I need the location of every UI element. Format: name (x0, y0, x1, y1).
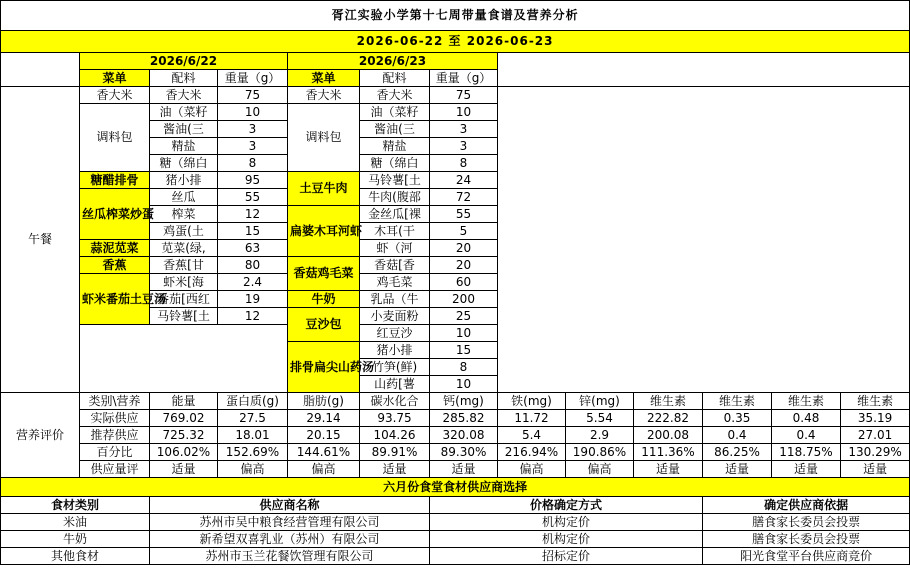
nutrition-row-label: 推荐供应 (80, 427, 150, 444)
supplier-cell: 阳光食堂平台供应商竞价 (703, 548, 910, 565)
ingredient-name: 鸡毛菜 (360, 274, 430, 291)
ingredient-name: 乳品（牛 (360, 291, 430, 308)
nutrition-value: 29.14 (288, 410, 360, 427)
dish-name: 排骨扁尖山药汤 (288, 342, 360, 393)
supplier-col-header: 食材类别 (1, 497, 150, 514)
ingredient-name: 猪小排 (360, 342, 430, 359)
col-dish: 菜单 (80, 70, 150, 87)
nutrition-value: 适量 (634, 461, 703, 478)
ingredient-weight: 3 (430, 138, 498, 155)
nutrition-value: 111.36% (634, 444, 703, 461)
nutrition-value: 适量 (703, 461, 772, 478)
dish-name: 香大米 (80, 87, 150, 104)
dish-name: 虾米番茄土豆汤 (80, 274, 150, 325)
ingredient-weight: 95 (218, 172, 288, 189)
col-weight: 重量（g） (218, 70, 288, 87)
nutrition-value: 106.02% (150, 444, 218, 461)
ingredient-name: 香大米 (150, 87, 218, 104)
date-range: 2026-06-22 至 2026-06-23 (1, 31, 910, 53)
nutrition-value: 27.5 (218, 410, 288, 427)
ingredient-name: 精盐 (150, 138, 218, 155)
ingredient-weight: 15 (218, 223, 288, 240)
ingredient-weight: 72 (430, 189, 498, 206)
ingredient-weight: 10 (430, 376, 498, 393)
ingredient-weight: 60 (430, 274, 498, 291)
ingredient-name: 虾米[海 (150, 274, 218, 291)
nutrient-header: 维生素 (634, 393, 703, 410)
supplier-cell: 苏州市玉兰花餐饮管理有限公司 (150, 548, 430, 565)
nutrition-value: 89.91% (360, 444, 430, 461)
nutrition-value: 0.4 (703, 427, 772, 444)
ingredient-weight: 20 (430, 240, 498, 257)
nutrient-header: 钙(mg) (430, 393, 498, 410)
nutrition-value: 725.32 (150, 427, 218, 444)
nutrient-header: 能量 (150, 393, 218, 410)
dish-name: 香大米 (288, 87, 360, 104)
col-dish: 菜单 (288, 70, 360, 87)
ingredient-weight: 10 (430, 104, 498, 121)
nutrition-value: 118.75% (772, 444, 841, 461)
ingredient-name: 酱油(三 (150, 121, 218, 138)
nutrition-value: 2.9 (566, 427, 634, 444)
ingredient-name: 马铃薯[土 (150, 308, 218, 325)
ingredient-name: 香蕉[甘 (150, 257, 218, 274)
ingredient-name: 红豆沙 (360, 325, 430, 342)
ingredient-weight: 200 (430, 291, 498, 308)
ingredient-weight: 12 (218, 308, 288, 325)
supplier-cell: 苏州市吴中粮食经营管理有限公司 (150, 514, 430, 531)
dish-name: 香菇鸡毛菜 (288, 257, 360, 291)
nutrient-header: 维生素 (703, 393, 772, 410)
nutrition-value: 偏高 (288, 461, 360, 478)
dish-name: 调料包 (80, 104, 150, 172)
ingredient-name: 竹笋(鲜) (360, 359, 430, 376)
nutrition-row-label: 百分比 (80, 444, 150, 461)
nutrition-value: 222.82 (634, 410, 703, 427)
nutrition-value: 适量 (772, 461, 841, 478)
supplier-cell: 膳食家长委员会投票 (703, 514, 910, 531)
nutrient-header: 类别\营养 (80, 393, 150, 410)
ingredient-weight: 10 (218, 104, 288, 121)
ingredient-weight: 5 (430, 223, 498, 240)
supplier-col-header: 供应商名称 (150, 497, 430, 514)
dish-name: 扁婆木耳河虾 (288, 206, 360, 257)
nutrition-value: 769.02 (150, 410, 218, 427)
ingredient-name: 苋菜(绿, (150, 240, 218, 257)
nutrition-value: 偏高 (566, 461, 634, 478)
nutrition-value: 200.08 (634, 427, 703, 444)
nutrition-value: 11.72 (498, 410, 566, 427)
nutrition-value: 27.01 (841, 427, 910, 444)
dish-name: 土豆牛肉 (288, 172, 360, 206)
nutrition-value: 适量 (841, 461, 910, 478)
empty-block (80, 325, 288, 393)
blank-cell (1, 53, 80, 87)
dish-name: 丝瓜榨菜炒蛋 (80, 189, 150, 240)
supplier-cell: 机构定价 (430, 514, 703, 531)
dish-name: 蒜泥苋菜 (80, 240, 150, 257)
nutrition-value: 0.4 (772, 427, 841, 444)
supplier-cell: 新希望双喜乳业（苏州）有限公司 (150, 531, 430, 548)
ingredient-weight: 8 (430, 155, 498, 172)
ingredient-name: 榨菜 (150, 206, 218, 223)
nutrition-value: 89.30% (430, 444, 498, 461)
ingredient-weight: 12 (218, 206, 288, 223)
nutrient-header: 维生素 (841, 393, 910, 410)
nutrition-value: 35.19 (841, 410, 910, 427)
nutrient-header: 碳水化合 (360, 393, 430, 410)
supplier-cell: 其他食材 (1, 548, 150, 565)
ingredient-weight: 3 (430, 121, 498, 138)
ingredient-weight: 10 (430, 325, 498, 342)
ingredient-name: 小麦面粉 (360, 308, 430, 325)
blank-area (498, 87, 910, 393)
nutrition-row-label: 实际供应 (80, 410, 150, 427)
ingredient-weight: 8 (430, 359, 498, 376)
ingredient-name: 油（菜籽 (150, 104, 218, 121)
nutrition-label: 营养评价 (1, 393, 80, 478)
ingredient-weight: 24 (430, 172, 498, 189)
dish-name: 调料包 (288, 104, 360, 172)
nutrition-value: 86.25% (703, 444, 772, 461)
ingredient-name: 虾（河 (360, 240, 430, 257)
nutrition-row-label: 供应量评 (80, 461, 150, 478)
ingredient-name: 猪小排 (150, 172, 218, 189)
supplier-cell: 米油 (1, 514, 150, 531)
nutrition-value: 偏高 (498, 461, 566, 478)
nutrient-header: 维生素 (772, 393, 841, 410)
nutrition-value: 216.94% (498, 444, 566, 461)
nutrition-value: 18.01 (218, 427, 288, 444)
ingredient-name: 丝瓜 (150, 189, 218, 206)
ingredient-name: 香大米 (360, 87, 430, 104)
dish-name: 糖醋排骨 (80, 172, 150, 189)
nutrition-value: 偏高 (218, 461, 288, 478)
nutrition-value: 适量 (430, 461, 498, 478)
ingredient-name: 番茄[西红 (150, 291, 218, 308)
ingredient-name: 金丝瓜[裸 (360, 206, 430, 223)
nutrition-value: 适量 (150, 461, 218, 478)
day2-date: 2026/6/23 (288, 53, 498, 70)
ingredient-weight: 75 (430, 87, 498, 104)
nutrition-value: 130.29% (841, 444, 910, 461)
ingredient-weight: 55 (218, 189, 288, 206)
ingredient-weight: 20 (430, 257, 498, 274)
ingredient-weight: 3 (218, 121, 288, 138)
day1-date: 2026/6/22 (80, 53, 288, 70)
ingredient-weight: 19 (218, 291, 288, 308)
nutrition-value: 0.48 (772, 410, 841, 427)
nutrition-value: 190.86% (566, 444, 634, 461)
dish-name: 牛奶 (288, 291, 360, 308)
ingredient-name: 木耳(干 (360, 223, 430, 240)
nutrition-value: 152.69% (218, 444, 288, 461)
nutrition-value: 320.08 (430, 427, 498, 444)
ingredient-name: 山药[薯 (360, 376, 430, 393)
supplier-cell: 机构定价 (430, 531, 703, 548)
lunch-label: 午餐 (1, 87, 80, 393)
supplier-col-header: 价格确定方式 (430, 497, 703, 514)
nutrient-header: 锌(mg) (566, 393, 634, 410)
ingredient-name: 鸡蛋(土 (150, 223, 218, 240)
ingredient-weight: 55 (430, 206, 498, 223)
ingredient-name: 精盐 (360, 138, 430, 155)
ingredient-name: 牛肉(腹部 (360, 189, 430, 206)
col-ingredient: 配料 (150, 70, 218, 87)
nutrition-value: 104.26 (360, 427, 430, 444)
ingredient-name: 香菇[香 (360, 257, 430, 274)
nutrient-header: 蛋白质(g) (218, 393, 288, 410)
ingredient-weight: 80 (218, 257, 288, 274)
nutrient-header: 铁(mg) (498, 393, 566, 410)
supplier-cell: 膳食家长委员会投票 (703, 531, 910, 548)
ingredient-weight: 3 (218, 138, 288, 155)
ingredient-name: 糖（绵白 (360, 155, 430, 172)
ingredient-weight: 75 (218, 87, 288, 104)
supplier-cell: 牛奶 (1, 531, 150, 548)
page-title: 胥江实验小学第十七周带量食谱及营养分析 (1, 1, 910, 31)
supplier-title: 六月份食堂食材供应商选择 (1, 478, 910, 497)
nutrition-value: 20.15 (288, 427, 360, 444)
col-weight: 重量（g） (430, 70, 498, 87)
nutrient-header: 脂肪(g) (288, 393, 360, 410)
ingredient-weight: 25 (430, 308, 498, 325)
dish-name: 豆沙包 (288, 308, 360, 342)
ingredient-weight: 2.4 (218, 274, 288, 291)
ingredient-weight: 63 (218, 240, 288, 257)
ingredient-name: 马铃薯[土 (360, 172, 430, 189)
col-ingredient: 配料 (360, 70, 430, 87)
nutrition-value: 5.54 (566, 410, 634, 427)
blank-area (498, 53, 910, 87)
supplier-cell: 招标定价 (430, 548, 703, 565)
ingredient-weight: 15 (430, 342, 498, 359)
nutrition-value: 适量 (360, 461, 430, 478)
nutrition-value: 144.61% (288, 444, 360, 461)
nutrition-value: 285.82 (430, 410, 498, 427)
supplier-col-header: 确定供应商依据 (703, 497, 910, 514)
nutrition-value: 0.35 (703, 410, 772, 427)
dish-name: 香蕉 (80, 257, 150, 274)
ingredient-name: 油（菜籽 (360, 104, 430, 121)
nutrition-value: 93.75 (360, 410, 430, 427)
nutrition-value: 5.4 (498, 427, 566, 444)
ingredient-weight: 8 (218, 155, 288, 172)
ingredient-name: 糖（绵白 (150, 155, 218, 172)
ingredient-name: 酱油(三 (360, 121, 430, 138)
